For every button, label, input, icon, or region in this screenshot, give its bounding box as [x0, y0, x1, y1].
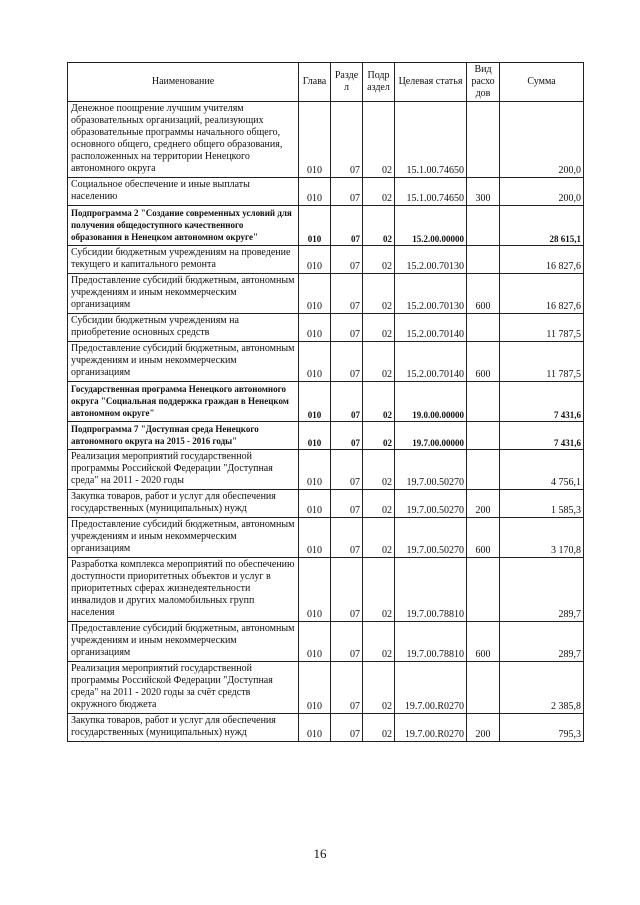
table-row: [68, 490, 584, 518]
cell-razdel: 07: [331, 382, 363, 422]
cell-statya: 15.2.00.00000: [395, 206, 467, 246]
cell-podrazdel: 02: [363, 314, 395, 342]
cell-vid: 600: [467, 342, 500, 382]
cell-podrazdel: 02: [363, 178, 395, 206]
cell-vid: [467, 102, 500, 178]
header-glava: Глава: [299, 63, 331, 102]
cell-razdel: 07: [331, 490, 363, 518]
cell-vid: 200: [467, 714, 500, 742]
cell-podrazdel: 02: [363, 102, 395, 178]
cell-podrazdel: 02: [363, 342, 395, 382]
cell-statya: 19.7.00.78810: [395, 622, 467, 662]
cell-glava: 010: [299, 662, 331, 714]
table-row: [68, 382, 584, 422]
cell-statya: 19.7.00.78810: [395, 558, 467, 622]
cell-glava: 010: [299, 342, 331, 382]
cell-name: Субсидии бюджетным учреждениям на проведение текущего и капитального ремонта: [68, 246, 299, 274]
cell-podrazdel: 02: [363, 422, 395, 450]
cell-vid: [467, 314, 500, 342]
header-vid: Вид расхо дов: [467, 63, 500, 102]
header-summa: Сумма: [500, 63, 584, 102]
cell-glava: 010: [299, 206, 331, 246]
cell-vid: [467, 450, 500, 490]
cell-razdel: 07: [331, 662, 363, 714]
cell-statya: 15.1.00.74650: [395, 102, 467, 178]
cell-statya: 19.7.00.50270: [395, 450, 467, 490]
cell-summa: 7 431,6: [500, 382, 584, 422]
cell-razdel: 07: [331, 342, 363, 382]
cell-name: Реализация мероприятий государственной программы Российской Федерации "Доступная среда" на 2011 - 2020 годы за счёт средств окружного бюджета: [68, 662, 299, 714]
table-row: [68, 558, 584, 622]
cell-name: Предоставление субсидий бюджетным, автономным учреждениям и иным некоммерческим организациям: [68, 622, 299, 662]
table-row: [68, 206, 584, 246]
cell-razdel: 07: [331, 178, 363, 206]
cell-summa: 200,0: [500, 102, 584, 178]
cell-glava: 010: [299, 450, 331, 490]
cell-name: Государственная программа Ненецкого автономного округа "Социальная поддержка граждан в Ненецком автономном округе": [68, 382, 299, 422]
cell-summa: 16 827,6: [500, 246, 584, 274]
cell-summa: 289,7: [500, 558, 584, 622]
cell-razdel: 07: [331, 622, 363, 662]
cell-glava: 010: [299, 102, 331, 178]
cell-razdel: 07: [331, 102, 363, 178]
cell-vid: [467, 382, 500, 422]
cell-name: Подпрограмма 2 "Создание современных условий для получения общедоступного качественного образования в Ненецком автономном округе": [68, 206, 299, 246]
cell-glava: 010: [299, 422, 331, 450]
cell-name: Закупка товаров, работ и услуг для обеспечения государственных (муниципальных) нужд: [68, 490, 299, 518]
cell-summa: 795,3: [500, 714, 584, 742]
table-row: [68, 178, 584, 206]
table-row: [68, 274, 584, 314]
cell-razdel: 07: [331, 558, 363, 622]
cell-glava: 010: [299, 714, 331, 742]
cell-vid: [467, 662, 500, 714]
header-razdel: Разде л: [331, 63, 363, 102]
budget-table: [67, 62, 584, 742]
cell-glava: 010: [299, 490, 331, 518]
table-row: [68, 714, 584, 742]
cell-podrazdel: 02: [363, 662, 395, 714]
cell-name: Предоставление субсидий бюджетным, автономным учреждениям и иным некоммерческим организациям: [68, 518, 299, 558]
cell-podrazdel: 02: [363, 382, 395, 422]
cell-podrazdel: 02: [363, 714, 395, 742]
table-row: [68, 450, 584, 490]
cell-statya: 15.2.00.70140: [395, 342, 467, 382]
table-row: [68, 422, 584, 450]
cell-glava: 010: [299, 314, 331, 342]
header-podrazdel: Подр аздел: [363, 63, 395, 102]
cell-podrazdel: 02: [363, 246, 395, 274]
header-statya: Целевая статья: [395, 63, 467, 102]
cell-glava: 010: [299, 246, 331, 274]
cell-summa: 16 827,6: [500, 274, 584, 314]
cell-glava: 010: [299, 274, 331, 314]
cell-glava: 010: [299, 382, 331, 422]
cell-podrazdel: 02: [363, 518, 395, 558]
cell-summa: 11 787,5: [500, 314, 584, 342]
cell-name: Социальное обеспечение и иные выплаты населению: [68, 178, 299, 206]
cell-vid: [467, 206, 500, 246]
cell-statya: 15.2.00.70130: [395, 246, 467, 274]
cell-name: Предоставление субсидий бюджетным, автономным учреждениям и иным некоммерческим организациям: [68, 274, 299, 314]
cell-vid: 200: [467, 490, 500, 518]
cell-vid: 300: [467, 178, 500, 206]
table-row: [68, 246, 584, 274]
table-header-row: [68, 63, 584, 102]
budget-table-container: [67, 62, 583, 742]
cell-podrazdel: 02: [363, 558, 395, 622]
cell-podrazdel: 02: [363, 490, 395, 518]
cell-name: Подпрограмма 7 "Доступная среда Ненецкого автономного округа на 2015 - 2016 годы": [68, 422, 299, 450]
cell-vid: 600: [467, 518, 500, 558]
cell-statya: 15.1.00.74650: [395, 178, 467, 206]
cell-name: Субсидии бюджетным учреждениям на приобретение основных средств: [68, 314, 299, 342]
cell-vid: 600: [467, 622, 500, 662]
cell-statya: 19.7.00.R0270: [395, 714, 467, 742]
cell-vid: [467, 246, 500, 274]
table-row: [68, 518, 584, 558]
cell-statya: 15.2.00.70140: [395, 314, 467, 342]
cell-glava: 010: [299, 178, 331, 206]
cell-summa: 289,7: [500, 622, 584, 662]
cell-statya: 19.0.00.00000: [395, 382, 467, 422]
cell-podrazdel: 02: [363, 206, 395, 246]
cell-name: Денежное поощрение лучшим учителям образовательных организаций, реализующих образовательные программы начального общего, основного общего, среднего общего образования, расположенных на территории Ненецкого автономного округа: [68, 102, 299, 178]
header-name: Наименование: [68, 63, 299, 102]
cell-razdel: 07: [331, 450, 363, 490]
table-row: [68, 622, 584, 662]
cell-statya: 15.2.00.70130: [395, 274, 467, 314]
cell-summa: 4 756,1: [500, 450, 584, 490]
cell-razdel: 07: [331, 714, 363, 742]
cell-summa: 2 385,8: [500, 662, 584, 714]
table-row: [68, 342, 584, 382]
cell-statya: 19.7.00.00000: [395, 422, 467, 450]
cell-summa: 28 615,1: [500, 206, 584, 246]
page-number: 16: [313, 846, 327, 861]
cell-podrazdel: 02: [363, 622, 395, 662]
cell-name: Предоставление субсидий бюджетным, автономным учреждениям и иным некоммерческим организациям: [68, 342, 299, 382]
cell-summa: 1 585,3: [500, 490, 584, 518]
cell-razdel: 07: [331, 518, 363, 558]
cell-name: Разработка комплекса мероприятий по обеспечению доступности приоритетных объектов и услуг в приоритетных сферах жизнедеятельности инвалидов и других маломобильных групп населения: [68, 558, 299, 622]
cell-razdel: 07: [331, 206, 363, 246]
cell-razdel: 07: [331, 246, 363, 274]
cell-vid: 600: [467, 274, 500, 314]
cell-vid: [467, 422, 500, 450]
cell-glava: 010: [299, 518, 331, 558]
cell-statya: 19.7.00.50270: [395, 518, 467, 558]
cell-razdel: 07: [331, 422, 363, 450]
cell-statya: 19.7.00.R0270: [395, 662, 467, 714]
cell-summa: 7 431,6: [500, 422, 584, 450]
cell-razdel: 07: [331, 274, 363, 314]
cell-razdel: 07: [331, 314, 363, 342]
cell-summa: 3 170,8: [500, 518, 584, 558]
cell-statya: 19.7.00.50270: [395, 490, 467, 518]
table-row: [68, 314, 584, 342]
cell-podrazdel: 02: [363, 274, 395, 314]
cell-summa: 200,0: [500, 178, 584, 206]
table-row: [68, 662, 584, 714]
cell-glava: 010: [299, 622, 331, 662]
cell-name: Закупка товаров, работ и услуг для обеспечения государственных (муниципальных) нужд: [68, 714, 299, 742]
cell-glava: 010: [299, 558, 331, 622]
cell-vid: [467, 558, 500, 622]
table-row: [68, 102, 584, 178]
cell-name: Реализация мероприятий государственной программы Российской Федерации "Доступная среда" на 2011 - 2020 годы: [68, 450, 299, 490]
cell-summa: 11 787,5: [500, 342, 584, 382]
cell-podrazdel: 02: [363, 450, 395, 490]
